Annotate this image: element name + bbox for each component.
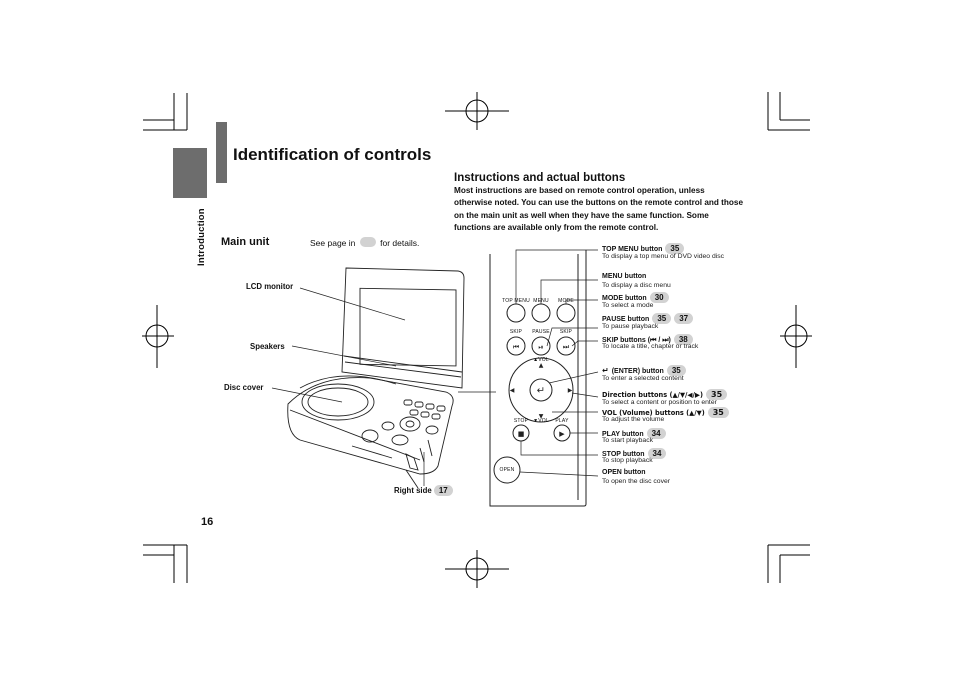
panel-label-play: PLAY	[555, 418, 569, 424]
instructions-heading: Instructions and actual buttons	[454, 172, 626, 184]
panel-label-skip-left: SKIP	[509, 329, 523, 335]
page-title: Identification of controls	[233, 145, 432, 164]
page-ref-pill: 34	[647, 428, 666, 439]
main-unit-heading: Main unit	[221, 236, 270, 248]
svg-text:▶: ▶	[559, 430, 565, 438]
svg-text:↵: ↵	[536, 385, 546, 397]
panel-label-pause: PAUSE	[532, 329, 550, 335]
page-ref-pill: 35	[667, 365, 686, 376]
control-open-desc: To open the disc cover	[602, 478, 671, 485]
page-ref-pill: 37	[674, 313, 693, 324]
control-stop-desc: To stop playback	[602, 457, 653, 464]
control-vol-desc: To adjust the volume	[602, 416, 665, 423]
panel-label-vol-down: ▼VOL	[533, 418, 549, 424]
page-ref-pill: 34	[648, 448, 667, 459]
panel-label-menu: MENU	[533, 298, 549, 304]
control-stop-title: STOP button 34	[602, 448, 666, 459]
panel-label-skip-right: SKIP	[559, 329, 573, 335]
disc-cover-label: Disc cover	[224, 383, 264, 392]
page-ref-pill: 35	[708, 407, 729, 418]
control-top-menu-title: TOP MENU button 35	[602, 243, 684, 254]
instructions-body: Most instructions are based on remote control operation, unless otherwise noted. You can use the buttons on the remote control and those on the main unit as well when they have the same function. Some functions are available only from the remote control.	[454, 186, 744, 233]
svg-text:⏯: ⏯	[538, 343, 544, 351]
page-number: 16	[201, 516, 214, 528]
control-mode-title: MODE button 30	[602, 292, 669, 303]
control-direction-desc: To select a content or position to enter	[602, 399, 717, 406]
control-play-desc: To start playback	[602, 437, 653, 444]
enter-icon: ↵	[602, 366, 609, 375]
panel-label-open: OPEN	[499, 467, 515, 473]
control-menu-title: MENU button	[602, 273, 647, 280]
page-ref-pill: 17	[434, 485, 453, 496]
svg-text:◀: ◀	[509, 387, 515, 394]
control-top-menu-desc: To display a top menu of DVD video disc	[602, 253, 725, 260]
panel-label-stop: STOP	[513, 418, 529, 424]
control-pause-title: PAUSE button 35 37	[602, 313, 693, 324]
svg-text:▼: ▼	[538, 413, 544, 420]
control-enter-desc: To enter a selected content	[602, 375, 684, 382]
svg-text:⏮: ⏮	[512, 343, 520, 351]
svg-text:■: ■	[517, 430, 525, 438]
panel-label-mode: MODE	[558, 298, 574, 304]
page-ref-pill: 30	[650, 292, 669, 303]
control-pause-desc: To pause playback	[602, 323, 659, 330]
see-page-note: See page in for details.	[310, 238, 420, 248]
control-vol-title: VOL (Volume) buttons (▲/▼) 35	[602, 407, 729, 418]
page-ref-pill: 35	[706, 389, 727, 400]
page-ref-pill: 38	[674, 334, 693, 345]
control-open-title: OPEN button	[602, 469, 646, 476]
page-ref-pill: 35	[665, 243, 684, 254]
svg-text:▲: ▲	[538, 362, 544, 369]
control-play-title: PLAY button 34	[602, 428, 666, 439]
control-direction-title: Direction buttons (▲/▼/◀/▶) 35	[602, 389, 727, 400]
right-side-label: Right side 17	[394, 485, 453, 496]
section-label: Introduction	[196, 208, 207, 266]
control-enter-title: ↵ (ENTER) button 35	[602, 365, 686, 376]
control-menu-desc: To display a disc menu	[602, 282, 671, 289]
svg-text:▶: ▶	[567, 387, 573, 394]
control-skip-title: SKIP buttons (⏮ / ⏭) 38	[602, 334, 693, 345]
panel-label-vol-up: ▲VOL	[533, 357, 549, 363]
control-skip-desc: To locate a title, chapter or track	[602, 343, 699, 350]
panel-label-top-menu: TOP MENU	[502, 298, 530, 304]
page-ref-pill: 35	[652, 313, 671, 324]
svg-text:⏭: ⏭	[562, 343, 570, 351]
speakers-label: Speakers	[250, 342, 285, 351]
control-mode-desc: To select a mode	[602, 302, 654, 309]
lcd-monitor-label: LCD monitor	[246, 282, 294, 291]
